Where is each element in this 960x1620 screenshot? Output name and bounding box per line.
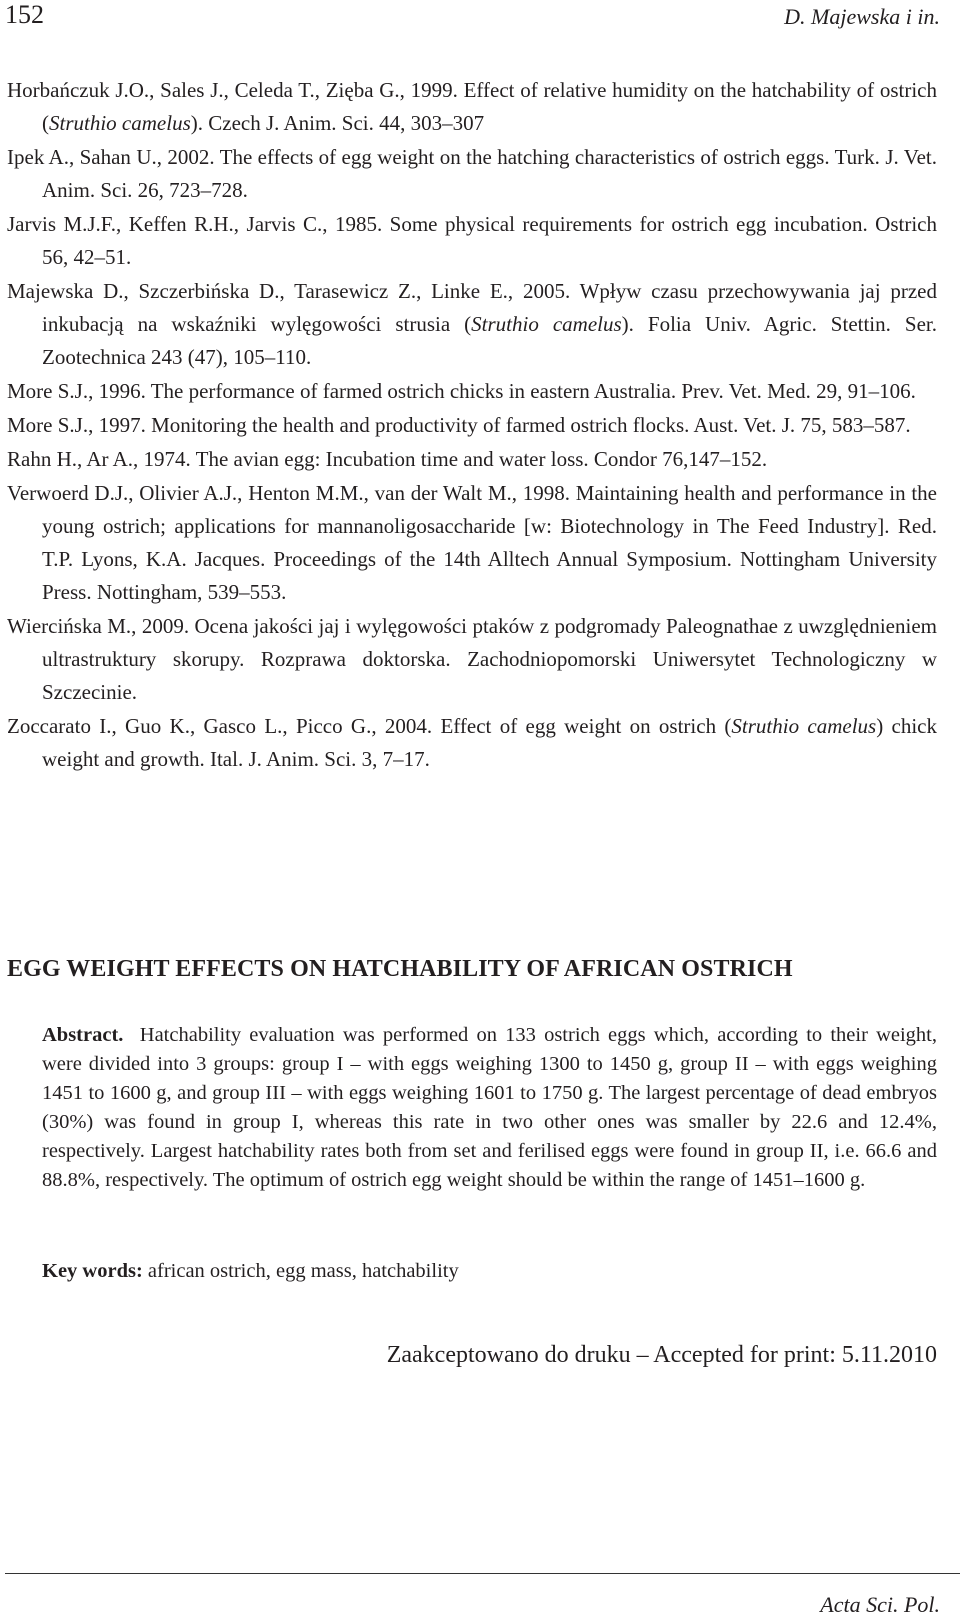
page-number: 152 xyxy=(5,0,44,29)
abstract xyxy=(42,1021,937,1195)
reference-entry xyxy=(7,275,937,374)
abstract-label: Abstract. xyxy=(42,1024,124,1046)
references-list xyxy=(7,74,937,776)
accepted-date: Zaakceptowano do druku – Accepted for print: 5.11.2010 xyxy=(386,1342,937,1368)
reference-text: Majewska D., Szczerbińska D., Tarasewicz Z., Linke E., 2005. Wpływ czasu przechowywania jaj przed inkubacją na wskaźniki wylęgowości strusia ( xyxy=(7,279,937,336)
keywords xyxy=(42,1257,937,1286)
reference-text: More S.J., 1997. Monitoring the health and productivity of farmed ostrich flocks. Aust. Vet. J. 75, 583–587. xyxy=(7,413,911,437)
reference-text: Zoccarato I., Guo K., Gasco L., Picco G., 2004. Effect of egg weight on ostrich ( xyxy=(7,714,732,738)
species-name: Struthio camelus xyxy=(49,111,191,135)
keywords-label: Key words: xyxy=(42,1260,143,1282)
english-title: EGG WEIGHT EFFECTS ON HATCHABILITY OF AFRICAN OSTRICH xyxy=(7,956,793,982)
reference-text: More S.J., 1996. The performance of farmed ostrich chicks in eastern Australia. Prev. Vet. Med. 29, 91–106. xyxy=(7,379,916,403)
reference-entry xyxy=(7,710,937,776)
reference-text: ). Folia Univ. Agric. Stettin. Ser. Zootechnica 243 (47), 105–110. xyxy=(42,312,937,369)
reference-entry xyxy=(7,409,937,442)
footer-divider xyxy=(5,1573,960,1574)
reference-text: Jarvis M.J.F., Keffen R.H., Jarvis C., 1985. Some physical requirements for ostrich egg incubation. Ostrich 56, 42–51. xyxy=(7,212,937,269)
reference-entry xyxy=(7,141,937,207)
running-head: D. Majewska i in. xyxy=(784,4,940,29)
reference-text: Ipek A., Sahan U., 2002. The effects of egg weight on the hatching characteristics of ostrich eggs. Turk. J. Vet. Anim. Sci. 26, 723–728. xyxy=(7,145,937,202)
reference-entry xyxy=(7,208,937,274)
reference-text: ) chick weight and growth. Ital. J. Anim. Sci. 3, 7–17. xyxy=(42,714,937,771)
footer-journal-name: Acta Sci. Pol. xyxy=(820,1592,940,1617)
reference-text: Horbańczuk J.O., Sales J., Celeda T., Zięba G., 1999. Effect of relative humidity on the hatchability of ostrich ( xyxy=(7,78,937,135)
abstract-text: Hatchability evaluation was performed on 133 ostrich eggs which, according to their weight, were divided into 3 groups: group I – with eggs weighing 1300 to 1450 g, group II – with eggs weighing 1451 to 1600 g, and group III – with eggs weighing 1601 to 1750 g. The largest percentage of dead embryos (30%) was found in group I, whereas this rate in two other ones was smaller by 22.6 and 12.4%, respectively. Largest hatchability rates both from set and ferilised eggs were found in group II, i.e. 66.6 and 88.8%, respectively. The optimum of ostrich egg weight should be within the range of 1451–1600 g. xyxy=(42,1024,937,1191)
reference-text: ). Czech J. Anim. Sci. 44, 303–307 xyxy=(190,111,485,135)
reference-entry xyxy=(7,477,937,609)
reference-text: Rahn H., Ar A., 1974. The avian egg: Incubation time and water loss. Condor 76,147–152. xyxy=(7,447,768,471)
reference-entry xyxy=(7,610,937,709)
reference-entry xyxy=(7,443,937,476)
species-name: Struthio camelus xyxy=(731,714,877,738)
reference-text: Verwoerd D.J., Olivier A.J., Henton M.M., van der Walt M., 1998. Maintaining health and performance in the young ostrich; applications for mannanoligosaccharide [w: Biotechnology in The Feed Industry]. Red. T.P. Lyons, K.A. Jacques. Proceedings of the 14th Alltech Annual Symposium. Nottingham University Press. Nottingham, 539–553. xyxy=(7,481,937,604)
species-name: Struthio camelus xyxy=(471,312,622,336)
reference-entry xyxy=(7,375,937,408)
reference-text: Wiercińska M., 2009. Ocena jakości jaj i wylęgowości ptaków z podgromady Paleognathae z uwzględnieniem ultrastruktury skorupy. Rozprawa doktorska. Zachodniopomorski Uniwersytet Technologiczny w Szczecinie. xyxy=(7,614,937,704)
keywords-text: african ostrich, egg mass, hatchability xyxy=(147,1260,459,1282)
reference-entry xyxy=(7,74,937,140)
